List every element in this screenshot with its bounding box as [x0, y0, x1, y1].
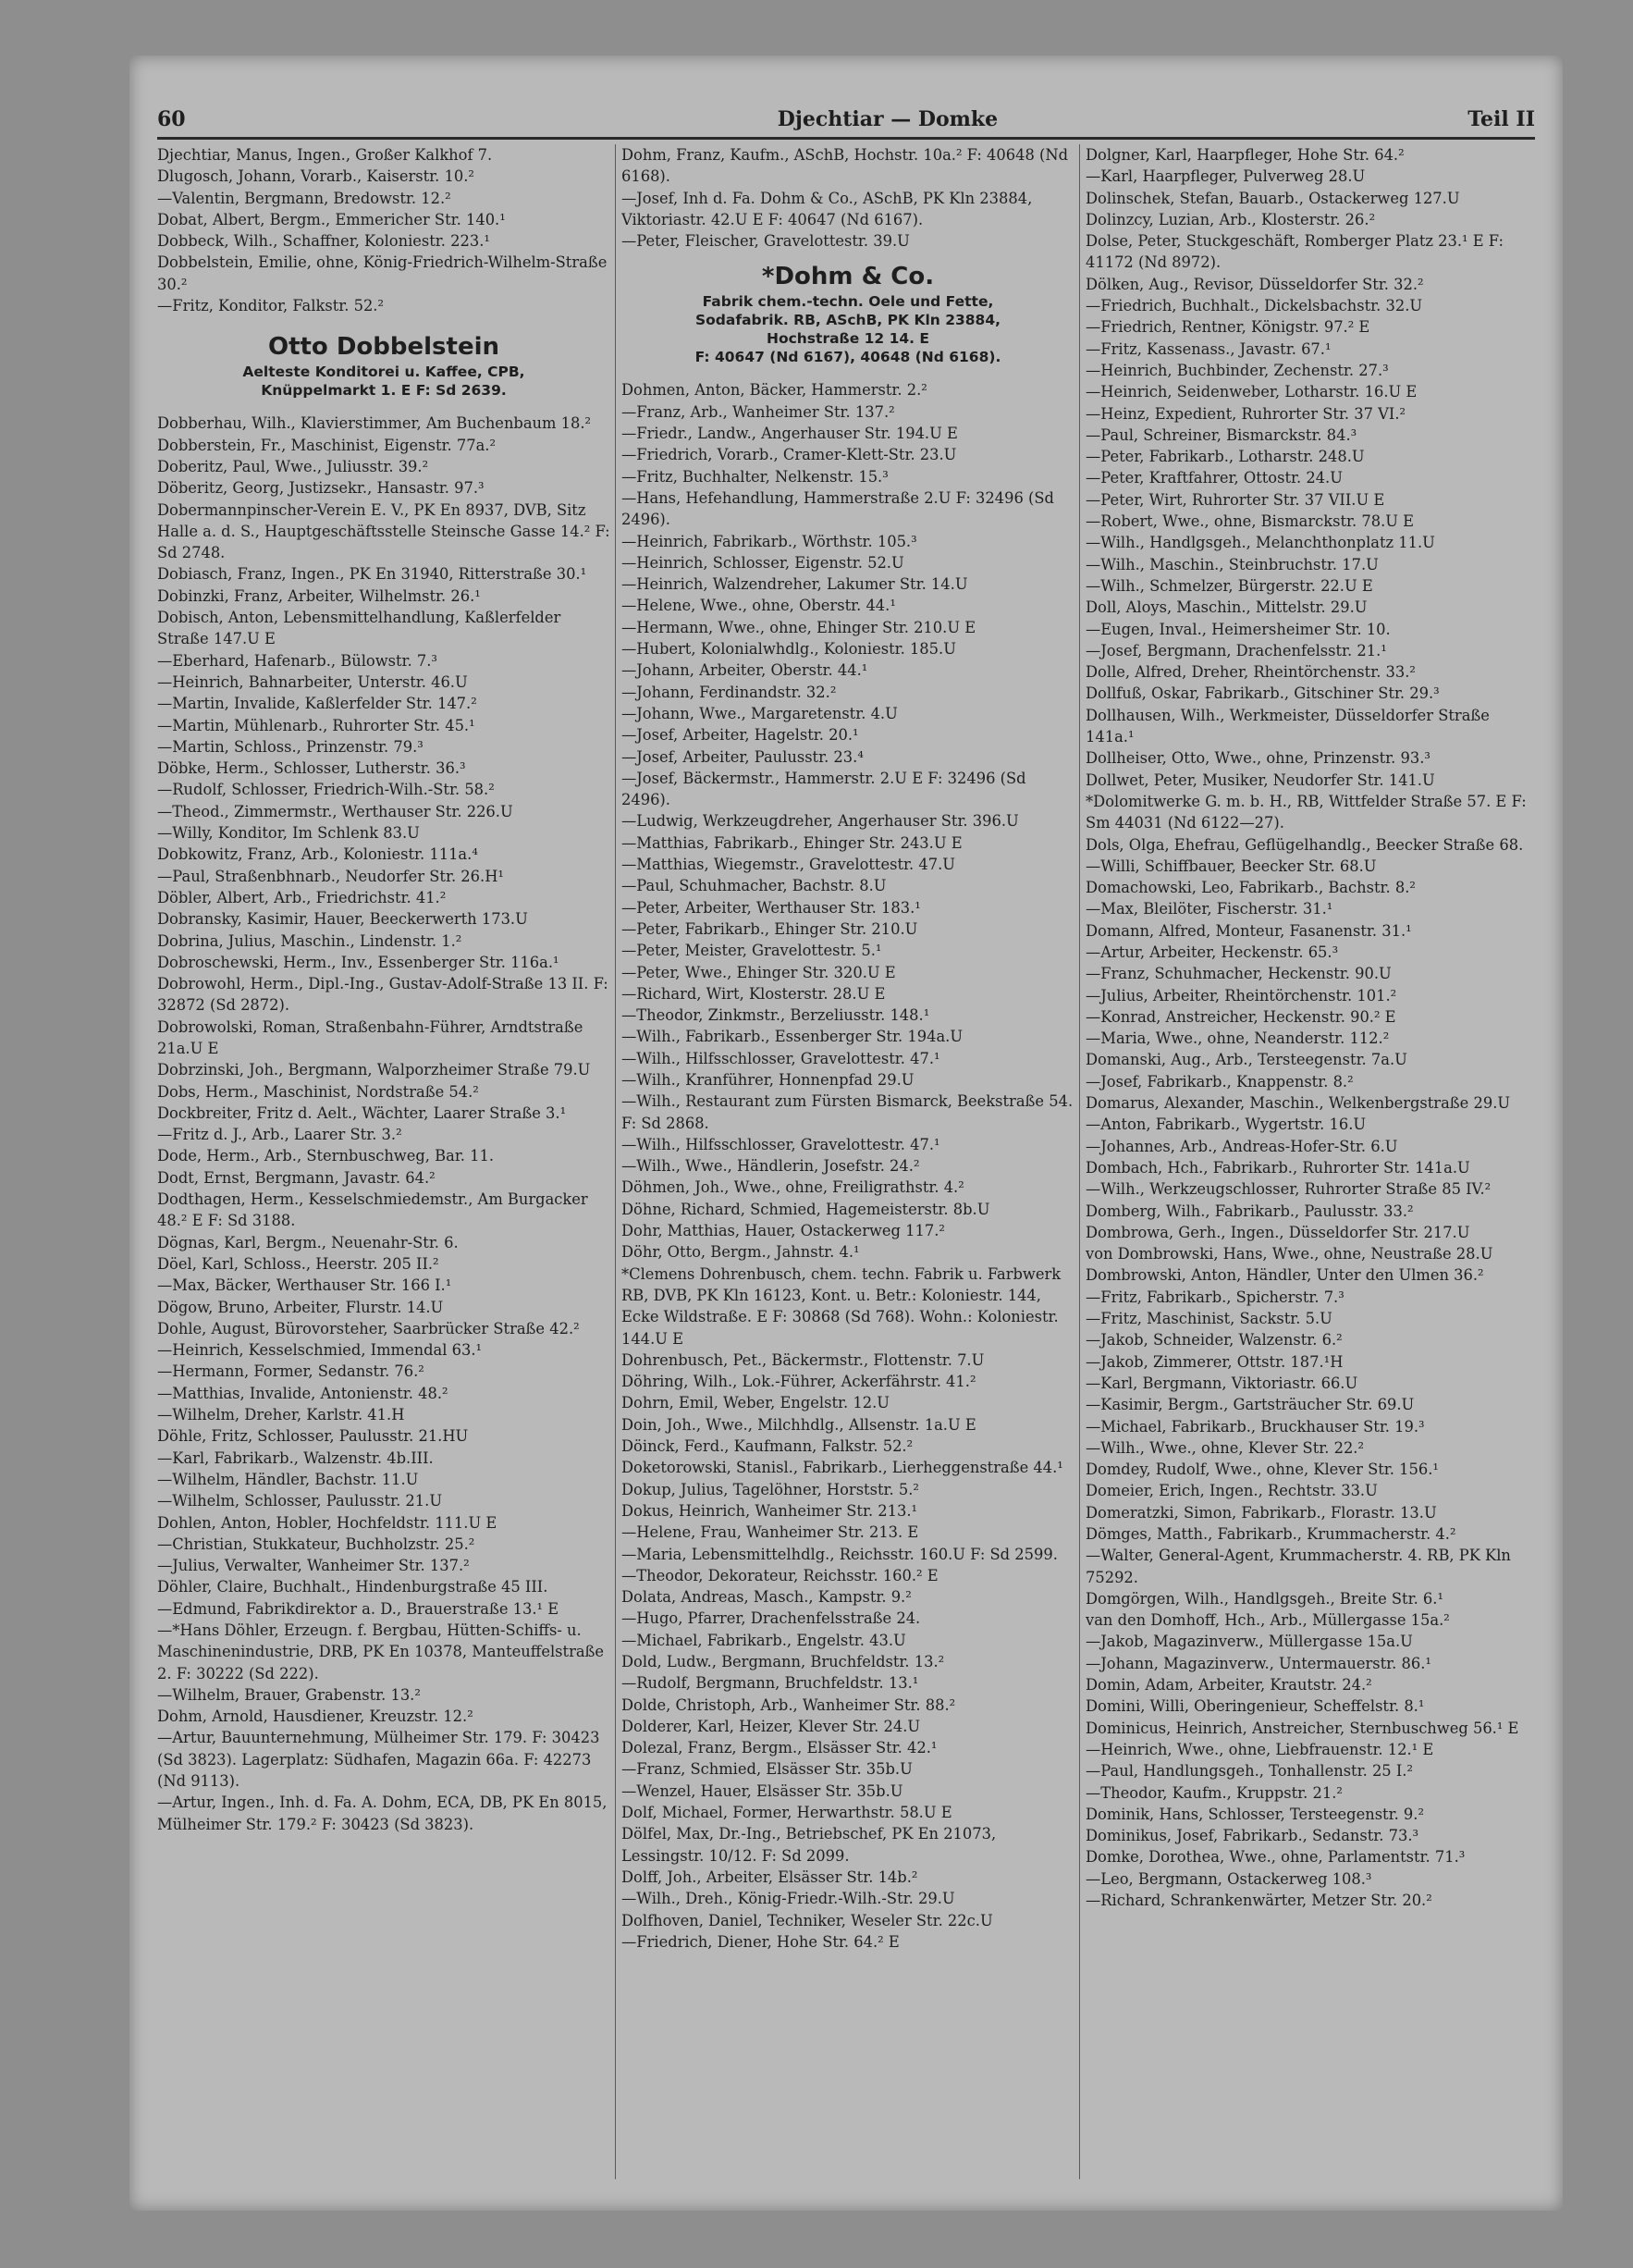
directory-entry: —Theodor, Kaufm., Kruppstr. 21.² — [1086, 1783, 1343, 1802]
directory-entry: —Artur, Ingen., Inh. d. Fa. A. Dohm, ECA, DB, PK En 8015, Mülheimer Str. 179.² F: 30423 (Sd 3823). — [157, 1793, 608, 1833]
directory-entry: —Valentin, Bergmann, Bredowstr. 12.² — [157, 189, 451, 207]
directory-entry: —Wilh., Kranführer, Honnenpfad 29.U — [621, 1070, 915, 1089]
directory-entry: —Wilh., Wwe., Händlerin, Josefstr. 24.² — [621, 1157, 920, 1176]
directory-entry: Dobat, Albert, Bergm., Emmericher Str. 140.¹ — [157, 210, 506, 228]
directory-entry: —Ludwig, Werkzeugdreher, Angerhauser Str. 396.U — [621, 812, 1019, 831]
directory-entry: —Konrad, Anstreicher, Heckenstr. 90.² E — [1086, 1007, 1396, 1026]
directory-entry: Dobrowohl, Herm., Dipl.-Ing., Gustav-Adolf-Straße 13 II. F: 32872 (Sd 2872). — [157, 975, 608, 1015]
directory-entry: Domeier, Erich, Ingen., Rechtstr. 33.U — [1086, 1482, 1378, 1500]
directory-entry: —Kasimir, Bergm., Gartsträucher Str. 69.U — [1086, 1396, 1415, 1414]
directory-entry: —Wilh., Hilfsschlosser, Gravelottestr. 47.¹ — [621, 1135, 940, 1153]
column-divider — [615, 144, 616, 2179]
entry-list — [621, 144, 1074, 252]
directory-entry: Domarus, Alexander, Maschin., Welkenbergstraße 29.U — [1086, 1094, 1511, 1113]
directory-entry: Dolfhoven, Daniel, Techniker, Weseler Str. 22c.U — [621, 1911, 993, 1929]
column-1 — [157, 144, 610, 2188]
directory-entry: Domke, Dorothea, Wwe., ohne, Parlamentstr. 71.³ — [1086, 1848, 1466, 1867]
directory-entry: —Peter, Fleischer, Gravelottestr. 39.U — [621, 232, 910, 251]
directory-entry: —Robert, Wwe., ohne, Bismarckstr. 78.U E — [1086, 512, 1415, 531]
directory-entry: —Edmund, Fabrikdirektor a. D., Brauerstraße 13.¹ E — [157, 1599, 559, 1618]
directory-entry: —Richard, Schrankenwärter, Metzer Str. 20.² — [1086, 1892, 1432, 1910]
directory-entry: Dobransky, Kasimir, Hauer, Beeckerwerth 173.U — [157, 910, 528, 929]
directory-entry: —Johann, Ferdinandstr. 32.² — [621, 683, 837, 701]
directory-entry: Dögow, Bruno, Arbeiter, Flurstr. 14.U — [157, 1298, 444, 1316]
directory-entry: Dominikus, Josef, Fabrikarb., Sedanstr. 73.³ — [1086, 1827, 1419, 1845]
directory-entry: —Martin, Invalide, Kaßlerfelder Str. 147.² — [157, 695, 477, 713]
directory-entry: Dollhausen, Wilh., Werkmeister, Düsseldorfer Straße 141a.¹ — [1086, 706, 1490, 746]
directory-entry: Dollwet, Peter, Musiker, Neudorfer Str. 141.U — [1086, 770, 1435, 789]
directory-entry: Döberitz, Georg, Justizsekr., Hansastr. 97.³ — [157, 479, 485, 498]
directory-entry: Döbke, Herm., Schlosser, Lutherstr. 36.³ — [157, 759, 466, 778]
directory-entry: —Wilhelm, Brauer, Grabenstr. 13.² — [157, 1685, 421, 1704]
directory-entry: —Wilh., Fabrikarb., Essenberger Str. 194a.U — [621, 1028, 964, 1046]
directory-entry: Doketorowski, Stanisl., Fabrikarb., Lierheggenstraße 44.¹ — [621, 1459, 1063, 1477]
directory-entry: —Anton, Fabrikarb., Wygertstr. 16.U — [1086, 1116, 1367, 1134]
directory-entry: Döel, Karl, Schloss., Heerstr. 205 II.² — [157, 1254, 439, 1273]
directory-entry: —Artur, Arbeiter, Heckenstr. 65.³ — [1086, 943, 1339, 961]
directory-entry: Dols, Olga, Ehefrau, Geflügelhandlg., Beecker Straße 68. — [1086, 835, 1524, 854]
directory-entry: —Paul, Schuhmacher, Bachstr. 8.U — [621, 877, 887, 895]
directory-entry: —Hubert, Kolonialwhdlg., Koloniestr. 185.U — [621, 640, 956, 659]
directory-entry: Döhmen, Joh., Wwe., ohne, Freiligrathstr. 4.² — [621, 1178, 964, 1197]
directory-entry: —*Hans Döhler, Erzeugn. f. Bergbau, Hütten-Schiffs- u. Maschinenindustrie, DRB, PK En 10378, Manteuffelstraße 2. F: 30222 (Sd 222). — [157, 1621, 605, 1683]
directory-entry: —Julius, Arbeiter, Rheintörchenstr. 101.² — [1086, 986, 1397, 1005]
directory-entry: Dobkowitz, Franz, Arb., Koloniestr. 111a.⁴ — [157, 845, 478, 864]
directory-entry: —Max, Bleilöter, Fischerstr. 31.¹ — [1086, 900, 1333, 918]
directory-entry: Dobinzki, Franz, Arbeiter, Wilhelmstr. 26.¹ — [157, 586, 481, 605]
directory-entry: —Wilhelm, Händler, Bachstr. 11.U — [157, 1470, 419, 1488]
directory-entry: —Heinrich, Seidenweber, Lotharstr. 16.U E — [1086, 383, 1418, 401]
directory-entry: —Michael, Fabrikarb., Engelstr. 43.U — [621, 1631, 906, 1649]
directory-entry: —Fritz, Maschinist, Sackstr. 5.U — [1086, 1310, 1332, 1328]
directory-entry: —Hugo, Pfarrer, Drachenfelsstraße 24. — [621, 1609, 921, 1628]
directory-entry: Dokup, Julius, Tagelöhner, Horststr. 5.² — [621, 1480, 919, 1498]
directory-entry: Dollfuß, Oskar, Fabrikarb., Gitschiner Str. 29.³ — [1086, 684, 1440, 703]
directory-entry: —Johannes, Arb., Andreas-Hofer-Str. 6.U — [1086, 1137, 1398, 1155]
entry-list — [157, 413, 610, 1835]
page-title: Djechtiar — Domke — [777, 107, 999, 131]
directory-entry: Dokus, Heinrich, Wanheimer Str. 213.¹ — [621, 1501, 918, 1520]
ad-line: Fabrik chem.-techn. Oele und Fette, — [702, 293, 994, 311]
directory-entry: —Jakob, Schneider, Walzenstr. 6.² — [1086, 1331, 1343, 1350]
directory-entry: Döhr, Otto, Bergm., Jahnstr. 4.¹ — [621, 1243, 860, 1262]
directory-entry: —Peter, Meister, Gravelottestr. 5.¹ — [621, 942, 882, 960]
ad-line: Knüppelmarkt 1. E F: Sd 2639. — [261, 382, 507, 400]
directory-entry: Domann, Alfred, Monteur, Fasanenstr. 31.¹ — [1086, 921, 1412, 940]
directory-entry: Dolinzcy, Luzian, Arb., Klosterstr. 26.² — [1086, 210, 1376, 228]
directory-entry: Domanski, Aug., Arb., Tersteegenstr. 7a.U — [1086, 1051, 1407, 1069]
directory-entry: —Josef, Bergmann, Drachenfelsstr. 21.¹ — [1086, 641, 1387, 659]
directory-entry: Dolff, Joh., Arbeiter, Elsässer Str. 14b.² — [621, 1867, 918, 1886]
directory-entry: —Heinrich, Fabrikarb., Wörthstr. 105.³ — [621, 532, 917, 550]
directory-entry: Dobisch, Anton, Lebensmittelhandlung, Kaßlerfelder Straße 147.U E — [157, 609, 561, 648]
directory-entry: —Hans, Hefehandlung, Hammerstraße 2.U F: 32496 (Sd 2496). — [621, 488, 1054, 529]
directory-entry: —Wilh., Wwe., ohne, Klever Str. 22.² — [1086, 1438, 1365, 1457]
directory-entry: —Rudolf, Schlosser, Friedrich-Wilh.-Str. 58.² — [157, 781, 495, 799]
directory-entry: Dögnas, Karl, Bergm., Neuenahr-Str. 6. — [157, 1233, 459, 1251]
directory-entry: —Heinrich, Schlosser, Eigenstr. 52.U — [621, 553, 904, 572]
ad-title: *Dohm & Co. — [761, 263, 935, 291]
directory-entry: Domeratzki, Simon, Fabrikarb., Florastr. 13.U — [1086, 1503, 1437, 1522]
directory-entry: —Julius, Verwalter, Wanheimer Str. 137.² — [157, 1557, 470, 1575]
directory-entry: —Willy, Konditor, Im Schlenk 83.U — [157, 824, 420, 843]
directory-entry: Dolde, Christoph, Arb., Wanheimer Str. 88.² — [621, 1695, 956, 1714]
directory-entry: Domberg, Wilh., Fabrikarb., Paulusstr. 33.² — [1086, 1202, 1414, 1220]
directory-entry: Dobs, Herm., Maschinist, Nordstraße 54.² — [157, 1082, 479, 1101]
directory-entry: —Franz, Schmied, Elsässer Str. 35b.U — [621, 1760, 913, 1779]
directory-entry: —Hermann, Former, Sedanstr. 76.² — [157, 1362, 424, 1381]
directory-entry: —Matthias, Invalide, Antonienstr. 48.² — [157, 1384, 448, 1402]
directory-entry: —Josef, Bäckermstr., Hammerstr. 2.U E F: 32496 (Sd 2496). — [621, 769, 1026, 809]
directory-entry: —Fritz, Fabrikarb., Spicherstr. 7.³ — [1086, 1288, 1344, 1306]
directory-entry: —Martin, Schloss., Prinzenstr. 79.³ — [157, 737, 424, 756]
directory-entry: —Wilhelm, Schlosser, Paulusstr. 21.U — [157, 1492, 443, 1510]
directory-entry: —Walter, General-Agent, Krummacherstr. 4. RB, PK Kln 75292. — [1086, 1547, 1511, 1586]
directory-entry: Dolinschek, Stefan, Bauarb., Ostackerweg 127.U — [1086, 189, 1460, 207]
directory-entry: —Rudolf, Bergmann, Bruchfeldstr. 13.¹ — [621, 1674, 919, 1693]
directory-entry: —Heinz, Expedient, Ruhrorter Str. 37 VI.² — [1086, 404, 1406, 423]
directory-entry: —Richard, Wirt, Klosterstr. 28.U E — [621, 984, 886, 1003]
directory-entry: —Martin, Mühlenarb., Ruhrorter Str. 45.¹ — [157, 716, 475, 734]
directory-entry: Dohm, Franz, Kaufm., ASchB, Hochstr. 10a.² F: 40648 (Nd 6168). — [621, 146, 1069, 186]
advertisement-dohm — [621, 261, 1074, 366]
directory-entry: Dode, Herm., Arb., Sternbuschweg, Bar. 11. — [157, 1147, 495, 1165]
directory-entry: Dohlen, Anton, Hobler, Hochfeldstr. 111.U E — [157, 1513, 497, 1532]
directory-entry: —Wilh., Werkzeugschlosser, Ruhrorter Straße 85 IV.² — [1086, 1180, 1492, 1199]
directory-entry: —Friedrich, Rentner, Königstr. 97.² E — [1086, 318, 1370, 337]
directory-entry: —Leo, Bergmann, Ostackerweg 108.³ — [1086, 1869, 1372, 1888]
directory-entry: Döhne, Richard, Schmied, Hagemeisterstr. 8b.U — [621, 1200, 990, 1218]
directory-entry: —Peter, Arbeiter, Werthauser Str. 183.¹ — [621, 898, 921, 917]
directory-entry: —Peter, Fabrikarb., Ehinger Str. 210.U — [621, 919, 918, 938]
directory-entry: —Friedrich, Buchhalt., Dickelsbachstr. 32.U — [1086, 297, 1423, 315]
directory-entry: Dömges, Matth., Fabrikarb., Krummacherstr. 4.² — [1086, 1525, 1456, 1543]
column-divider — [1079, 144, 1080, 2179]
directory-entry: Döhler, Claire, Buchhalt., Hindenburgstraße 45 III. — [157, 1578, 548, 1596]
directory-entry: —Fritz, Konditor, Falkstr. 52.² — [157, 297, 385, 315]
directory-entry: Dobbelstein, Emilie, ohne, König-Friedrich-Wilhelm-Straße 30.² — [157, 253, 608, 293]
directory-entry: —Josef, Fabrikarb., Knappenstr. 8.² — [1086, 1072, 1354, 1091]
directory-entry: Domachowski, Leo, Fabrikarb., Bachstr. 8.² — [1086, 879, 1416, 897]
directory-entry: —Karl, Fabrikarb., Walzenstr. 4b.III. — [157, 1448, 434, 1467]
directory-entry: Dölfel, Max, Dr.-Ing., Betriebschef, PK En 21073, Lessingstr. 10/12. F: Sd 2099. — [621, 1825, 997, 1865]
directory-entry: —Friedrich, Diener, Hohe Str. 64.² E — [621, 1932, 900, 1951]
directory-entry: —Wilh., Handlgsgeh., Melanchthonplatz 11.U — [1086, 534, 1435, 552]
ad-line: Aelteste Konditorei u. Kaffee, CPB, — [242, 364, 525, 381]
page-header — [157, 100, 1535, 137]
directory-entry: Döhring, Wilh., Lok.-Führer, Ackerfährstr. 41.² — [621, 1373, 976, 1391]
directory-entry: Dobrzinski, Joh., Bergmann, Walporzheimer Straße 79.U — [157, 1061, 591, 1079]
directory-entry: —Paul, Straßenbhnarb., Neudorfer Str. 26.H¹ — [157, 867, 504, 885]
directory-entry: Doll, Aloys, Maschin., Mittelstr. 29.U — [1086, 598, 1368, 617]
directory-entry: —Jakob, Zimmerer, Ottstr. 187.¹H — [1086, 1352, 1344, 1371]
directory-entry: —Theodor, Zinkmstr., Berzeliusstr. 148.¹ — [621, 1006, 930, 1025]
directory-entry: Dobiasch, Franz, Ingen., PK En 31940, Ritterstraße 30.¹ — [157, 565, 587, 584]
directory-entry: —Hermann, Wwe., ohne, Ehinger Str. 210.U E — [621, 618, 976, 636]
directory-entry: —Fritz, Buchhalter, Nelkenstr. 15.³ — [621, 467, 889, 486]
directory-entry: —Wilhelm, Dreher, Karlstr. 41.H — [157, 1406, 405, 1424]
ad-line: Hochstraße 12 14. E — [766, 330, 930, 348]
header-rule — [157, 137, 1535, 140]
directory-entry: Dombrowski, Anton, Händler, Unter den Ulmen 36.² — [1086, 1266, 1484, 1285]
directory-entry: Dobroschewski, Herm., Inv., Essenberger Str. 116a.¹ — [157, 953, 559, 971]
ad-line: Sodafabrik. RB, ASchB, PK Kln 23884, — [694, 312, 1001, 329]
directory-entry: Djechtiar, Manus, Ingen., Großer Kalkhof 7. — [157, 146, 493, 164]
directory-entry: —Wilh., Restaurant zum Fürsten Bismarck, Beekstraße 54. F: Sd 2868. — [621, 1092, 1074, 1132]
directory-entry: —Eberhard, Hafenarb., Bülowstr. 7.³ — [157, 651, 437, 670]
directory-entry: Doin, Joh., Wwe., Milchhdlg., Allsenstr. 1a.U E — [621, 1415, 976, 1434]
directory-entry: Dohrn, Emil, Weber, Engelstr. 12.U — [621, 1394, 890, 1412]
directory-entry: Domini, Willi, Oberingenieur, Scheffelstr. 8.¹ — [1086, 1697, 1425, 1716]
directory-entry: —Peter, Wwe., Ehinger Str. 320.U E — [621, 963, 896, 981]
directory-entry: —Heinrich, Buchbinder, Zechenstr. 27.³ — [1086, 361, 1389, 379]
directory-entry: Dockbreiter, Fritz d. Aelt., Wächter, Laarer Straße 3.¹ — [157, 1103, 567, 1122]
directory-entry: Dold, Ludw., Bergmann, Bruchfeldstr. 13.² — [621, 1653, 945, 1670]
directory-entry: —Franz, Arb., Wanheimer Str. 137.² — [621, 402, 895, 421]
directory-entry: Dolf, Michael, Former, Herwarthstr. 58.U E — [621, 1804, 952, 1822]
directory-entry: Dohrenbusch, Pet., Bäckermstr., Flottenstr. 7.U — [621, 1350, 985, 1369]
directory-entry: —Fritz d. J., Arb., Laarer Str. 3.² — [157, 1126, 402, 1144]
directory-entry: —Willi, Schiffbauer, Beecker Str. 68.U — [1086, 857, 1377, 875]
directory-entry: Dohm, Arnold, Hausdiener, Kreuzstr. 12.² — [157, 1707, 473, 1726]
directory-entry: Dobermannpinscher-Verein E. V., PK En 8937, DVB, Sitz Halle a. d. S., Hauptgeschäftsstelle Steinsche Gasse 14.² F: Sd 2748. — [157, 500, 610, 562]
directory-entry: —Peter, Kraftfahrer, Ottostr. 24.U — [1086, 469, 1343, 487]
directory-entry: —Wilh., Schmelzer, Bürgerstr. 22.U E — [1086, 576, 1373, 595]
entry-list — [621, 379, 1074, 1953]
directory-entry: —Josef, Inh d. Fa. Dohm & Co., ASchB, PK Kln 23884, Viktoriastr. 42.U E F: 40647 (Nd 6167). — [621, 189, 1033, 228]
directory-entry: —Wilh., Hilfsschlosser, Gravelottestr. 47.¹ — [621, 1049, 940, 1067]
directory-entry: —Helene, Frau, Wanheimer Str. 213. E — [621, 1523, 919, 1542]
entry-list — [1086, 144, 1539, 1911]
directory-entry: Doberitz, Paul, Wwe., Juliusstr. 39.² — [157, 457, 429, 475]
directory-entry: Dobrowolski, Roman, Straßenbahn-Führer, Arndtstraße 21a.U E — [157, 1017, 583, 1057]
directory-entry: —Theodor, Dekorateur, Reichsstr. 160.² E — [621, 1566, 939, 1584]
directory-entry: —Maria, Wwe., ohne, Neanderstr. 112.² — [1086, 1029, 1390, 1048]
column-3 — [1086, 144, 1539, 2188]
directory-entry: Dodthagen, Herm., Kesselschmiedemstr., Am Burgacker 48.² E F: Sd 3188. — [157, 1190, 588, 1230]
directory-entry: —Artur, Bauunternehmung, Mülheimer Str. 179. F: 30423 (Sd 3823). Lagerplatz: Südhafen, Magazin 66a. F: 42273 (Nd 9113). — [157, 1729, 600, 1791]
directory-entry: —Matthias, Wiegemstr., Gravelottestr. 47.U — [621, 856, 955, 874]
directory-page — [129, 55, 1563, 2211]
directory-entry: —Wilh., Dreh., König-Friedr.-Wilh.-Str. 29.U — [621, 1890, 955, 1908]
directory-entry: —Helene, Wwe., ohne, Oberstr. 44.¹ — [621, 597, 896, 615]
directory-entry: Dominik, Hans, Schlosser, Tersteegenstr. 9.² — [1086, 1805, 1424, 1823]
directory-entry: Dobberstein, Fr., Maschinist, Eigenstr. 77a.² — [157, 436, 497, 454]
directory-entry: —Heinrich, Bahnarbeiter, Unterstr. 46.U — [157, 672, 468, 691]
directory-entry: Dobrina, Julius, Maschin., Lindenstr. 1.² — [157, 931, 462, 950]
page-number: 60 — [157, 107, 186, 131]
directory-entry: —Jakob, Magazinverw., Müllergasse 15a.U — [1086, 1633, 1413, 1651]
directory-entry: Dohmen, Anton, Bäcker, Hammerstr. 2.² — [621, 381, 927, 400]
part-label: Teil II — [1467, 107, 1535, 131]
directory-entry: Dolle, Alfred, Dreher, Rheintörchenstr. 33.² — [1086, 663, 1416, 682]
directory-entry: —Karl, Haarpfleger, Pulverweg 28.U — [1086, 167, 1366, 186]
directory-entry: —Christian, Stukkateur, Buchholzstr. 25.² — [157, 1535, 475, 1553]
directory-entry: —Michael, Fabrikarb., Bruckhauser Str. 19.³ — [1086, 1417, 1425, 1436]
directory-entry: —Heinrich, Wwe., ohne, Liebfrauenstr. 12.¹ E — [1086, 1740, 1434, 1758]
directory-entry: Dobbeck, Wilh., Schaffner, Koloniestr. 223.¹ — [157, 232, 490, 251]
directory-entry: —Max, Bäcker, Werthauser Str. 166 I.¹ — [157, 1276, 452, 1295]
directory-entry: —Josef, Arbeiter, Paulusstr. 23.⁴ — [621, 747, 864, 766]
directory-entry: Döinck, Ferd., Kaufmann, Falkstr. 52.² — [621, 1437, 914, 1456]
ad-title: Otto Dobbelstein — [267, 333, 500, 362]
directory-entry: Dolata, Andreas, Masch., Kampstr. 9.² — [621, 1588, 912, 1607]
ad-line: F: 40647 (Nd 6167), 40648 (Nd 6168). — [694, 349, 1001, 366]
directory-entry: —Heinrich, Kesselschmied, Immendal 63.¹ — [157, 1341, 483, 1360]
directory-entry: Dolgner, Karl, Haarpfleger, Hohe Str. 64.² — [1086, 146, 1405, 164]
directory-entry: Dölken, Aug., Revisor, Düsseldorfer Str. 32.² — [1086, 275, 1424, 293]
directory-entry: —Paul, Schreiner, Bismarckstr. 84.³ — [1086, 425, 1357, 444]
directory-entry: Dlugosch, Johann, Vorarb., Kaiserstr. 10.² — [157, 167, 474, 186]
advertisement-dobbelstein — [157, 331, 610, 400]
directory-entry: —Theod., Zimmermstr., Werthauser Str. 226.U — [157, 802, 513, 820]
directory-entry: Döhle, Fritz, Schlosser, Paulusstr. 21.HU — [157, 1427, 469, 1446]
directory-entry: —Paul, Handlungsgeh., Tonhallenstr. 25 I.² — [1086, 1762, 1413, 1781]
directory-entry: Döbler, Albert, Arb., Friedrichstr. 41.² — [157, 888, 447, 906]
directory-entry: Dombrowa, Gerh., Ingen., Düsseldorfer Str. 217.U — [1086, 1223, 1470, 1241]
directory-entry: Dominicus, Heinrich, Anstreicher, Sternbuschweg 56.¹ E — [1086, 1719, 1519, 1737]
directory-entry: Dollheiser, Otto, Wwe., ohne, Prinzenstr. 93.³ — [1086, 749, 1430, 768]
column-2 — [621, 144, 1074, 2188]
directory-entry: —Friedrich, Vorarb., Cramer-Klett-Str. 23.U — [621, 446, 957, 464]
directory-entry: *Clemens Dohrenbusch, chem. techn. Fabrik u. Farbwerk RB, DVB, PK Kln 16123, Kont. u. Betr.: Koloniestr. 144, Ecke Wildstraße. E F: 30868 (Sd 768). Wohn.: Koloniestr. 144.U E — [621, 1264, 1062, 1348]
directory-entry: van den Domhoff, Hch., Arb., Müllergasse 15a.² — [1086, 1611, 1450, 1630]
directory-entry: —Maria, Lebensmittelhdlg., Reichsstr. 160.U F: Sd 2599. — [621, 1545, 1058, 1563]
directory-entry: —Josef, Arbeiter, Hagelstr. 20.¹ — [621, 726, 859, 745]
directory-entry: von Dombrowski, Hans, Wwe., ohne, Neustraße 28.U — [1086, 1245, 1493, 1263]
directory-entry: —Peter, Wirt, Ruhrorter Str. 37 VII.U E — [1086, 490, 1385, 509]
directory-entry: —Friedr., Landw., Angerhauser Str. 194.U E — [621, 425, 958, 443]
directory-entry: Dohr, Matthias, Hauer, Ostackerweg 117.² — [621, 1222, 945, 1240]
directory-entry: Dobberhau, Wilh., Klavierstimmer, Am Buchenbaum 18.² — [157, 414, 592, 433]
directory-entry: —Wenzel, Hauer, Elsässer Str. 35b.U — [621, 1781, 903, 1800]
directory-entry: —Peter, Fabrikarb., Lotharstr. 248.U — [1086, 448, 1365, 466]
directory-entry: —Johann, Arbeiter, Oberstr. 44.¹ — [621, 661, 868, 680]
directory-entry: Dohle, August, Bürovorsteher, Saarbrücker Straße 42.² — [157, 1319, 580, 1337]
directory-entry: Dombach, Hch., Fabrikarb., Ruhrorter Str. 141a.U — [1086, 1158, 1470, 1177]
directory-entry: Dolezal, Franz, Bergm., Elsässer Str. 42.¹ — [621, 1739, 938, 1757]
directory-entry: —Franz, Schuhmacher, Heckenstr. 90.U — [1086, 965, 1392, 983]
directory-entry: Domin, Adam, Arbeiter, Krautstr. 24.² — [1086, 1676, 1372, 1695]
directory-entry: *Dolomitwerke G. m. b. H., RB, Wittfelder Straße 57. E F: Sm 44031 (Nd 6122—27). — [1086, 792, 1527, 832]
directory-entry: Dodt, Ernst, Bergmann, Javastr. 64.² — [157, 1168, 436, 1187]
directory-entry: —Matthias, Fabrikarb., Ehinger Str. 243.U E — [621, 833, 963, 852]
directory-entry: —Fritz, Kassenass., Javastr. 67.¹ — [1086, 339, 1332, 358]
directory-entry: Domdey, Rudolf, Wwe., ohne, Klever Str. 156.¹ — [1086, 1461, 1439, 1479]
directory-entry: —Heinrich, Walzendreher, Lakumer Str. 14.U — [621, 575, 968, 594]
directory-entry: —Johann, Wwe., Margaretenstr. 4.U — [621, 704, 898, 722]
directory-entry: —Wilh., Maschin., Steinbruchstr. 17.U — [1086, 555, 1379, 573]
directory-entry: Domgörgen, Wilh., Handlgsgeh., Breite Str. 6.¹ — [1086, 1589, 1443, 1608]
entry-list — [157, 144, 610, 316]
directory-entry: —Karl, Bergmann, Viktoriastr. 66.U — [1086, 1374, 1358, 1392]
directory-entry: —Eugen, Inval., Heimersheimer Str. 10. — [1086, 620, 1391, 638]
directory-entry: Dolderer, Karl, Heizer, Klever Str. 24.U — [621, 1717, 921, 1735]
directory-entry: Dolse, Peter, Stuckgeschäft, Romberger Platz 23.¹ E F: 41172 (Nd 8972). — [1086, 232, 1504, 272]
directory-entry: —Johann, Magazinverw., Untermauerstr. 86.¹ — [1086, 1654, 1431, 1672]
